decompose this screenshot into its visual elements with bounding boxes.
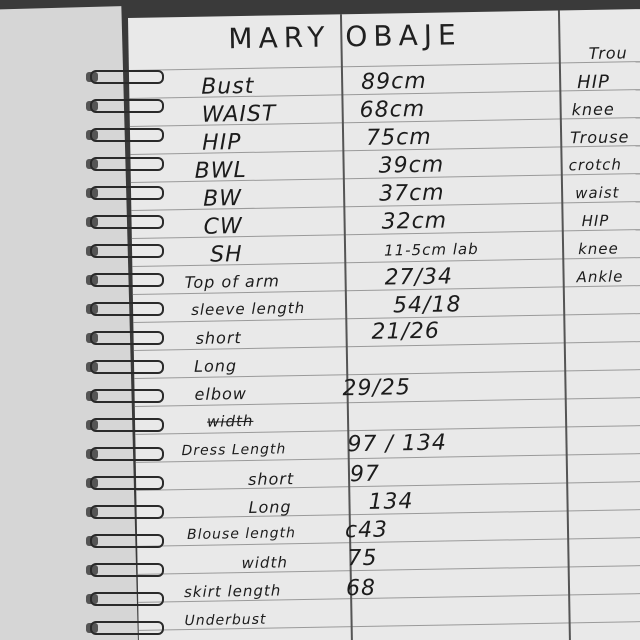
measure-label: Long xyxy=(248,497,292,517)
measure-label: BW xyxy=(202,186,243,212)
notebook-page xyxy=(128,9,640,640)
measure-value: 39cm xyxy=(378,152,445,179)
measure-value: 29/25 xyxy=(342,375,412,402)
measure-label: CW xyxy=(203,214,243,240)
measure-label: Underbust xyxy=(184,611,267,630)
measure-value: 68cm xyxy=(359,96,426,123)
right-column-label: crotch xyxy=(568,155,623,175)
measure-value: 75cm xyxy=(365,124,432,151)
right-column-label: Trou xyxy=(588,43,628,63)
measure-value: 75 xyxy=(347,545,378,572)
right-column-label: HIP xyxy=(581,211,610,231)
right-column-label: Ankle xyxy=(576,267,624,287)
right-column-label: knee xyxy=(577,239,619,259)
measure-label: short xyxy=(247,469,295,489)
measure-label: skirt length xyxy=(183,581,282,602)
client-name: MARY OBAJE xyxy=(228,18,462,56)
measure-label: SH xyxy=(209,242,243,268)
measure-value: 68 xyxy=(345,575,377,602)
measure-value: 97 / 134 xyxy=(347,430,448,458)
measure-label: short xyxy=(195,328,242,348)
measure-value: 21/26 xyxy=(371,318,441,345)
measure-value: 89cm xyxy=(360,68,427,95)
measure-label: Top of arm xyxy=(184,271,281,293)
measure-value: 37cm xyxy=(378,180,445,207)
measure-value: 97 xyxy=(349,461,381,488)
measure-label: BWL xyxy=(194,157,248,184)
column-divider xyxy=(558,10,572,640)
measure-label: Blouse length xyxy=(186,525,297,544)
right-column-label: waist xyxy=(574,183,620,203)
measure-label: sleeve length xyxy=(190,298,306,319)
measure-label: Long xyxy=(193,356,238,376)
right-column-label: HIP xyxy=(577,71,611,94)
measure-value: 134 xyxy=(368,489,414,515)
measure-value: 32cm xyxy=(381,208,448,235)
measure-label: width xyxy=(206,411,254,431)
measure-label: width xyxy=(241,553,289,573)
measure-label: HIP xyxy=(201,130,242,156)
right-column-label: Trouse xyxy=(569,127,630,148)
measure-value: 27/34 xyxy=(384,264,454,291)
right-column-label: knee xyxy=(571,99,615,120)
ruled-line xyxy=(138,564,640,574)
measure-value: c43 xyxy=(344,517,389,544)
measure-label: WAIST xyxy=(201,101,277,128)
measure-value: 54/18 xyxy=(392,292,462,319)
measure-label: elbow xyxy=(194,383,248,404)
measure-value: 11-5cm lab xyxy=(383,239,479,260)
measure-label: Dress Length xyxy=(181,441,287,460)
measure-label: Bust xyxy=(201,73,255,100)
